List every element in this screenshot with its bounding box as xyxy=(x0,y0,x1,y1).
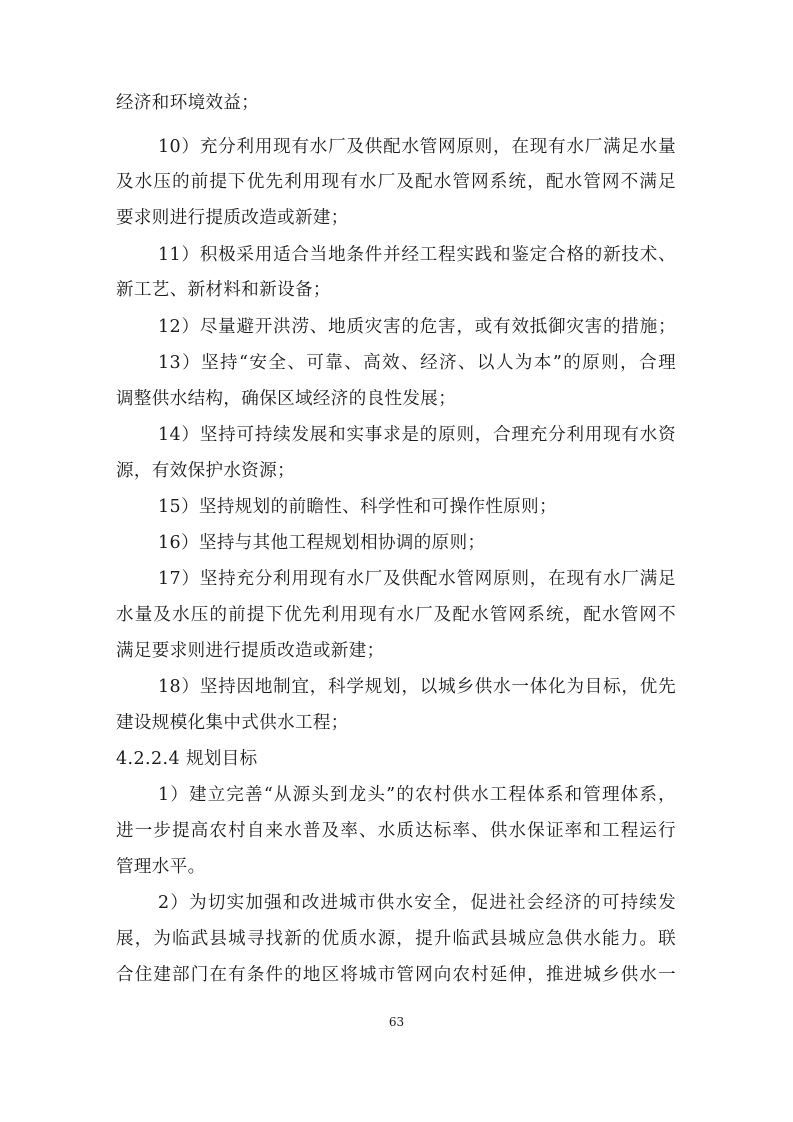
text-line: 13）坚持“安全、可靠、高效、经济、以人为本”的原则，合理 xyxy=(158,353,676,373)
text-line: 11）积极采用适合当地条件并经工程实践和鉴定合格的新技术、 xyxy=(158,245,676,265)
text-line: 17）坚持充分利用现有水厂及供配水管网原则，在现有水厂满足 xyxy=(158,569,676,589)
text-line: 满足要求则进行提质改造或新建； xyxy=(116,641,385,661)
text-line: 16）坚持与其他工程规划相协调的原则； xyxy=(158,533,486,553)
text-line: 及水压的前提下优先利用现有水厂及配水管网系统，配水管网不满足 xyxy=(116,172,676,192)
text-line: 新工艺、新材料和新设备； xyxy=(116,280,331,300)
text-line: 14）坚持可持续发展和实事求是的原则，合理充分利用现有水资 xyxy=(158,425,676,445)
text-line: 调整供水结构，确保区域经济的良性发展； xyxy=(116,389,457,409)
text-line: 1）建立完善“从源头到龙头”的农村供水工程体系和管理体系， xyxy=(158,785,676,805)
text-line: 进一步提高农村自来水普及率、水质达标率、供水保证率和工程运行 xyxy=(116,821,676,841)
text-line: 管理水平。 xyxy=(116,857,206,877)
text-line: 要求则进行提质改造或新建； xyxy=(116,208,349,228)
section-heading: 4.2.2.4 规划目标 xyxy=(116,749,258,769)
text-line: 建设规模化集中式供水工程； xyxy=(116,713,349,733)
text-line: 水量及水压的前提下优先利用现有水厂及配水管网系统，配水管网不 xyxy=(116,605,676,625)
text-line: 展，为临武县城寻找新的优质水源，提升临武县城应急供水能力。联 xyxy=(116,929,676,949)
text-line: 15）坚持规划的前瞻性、科学性和可操作性原则； xyxy=(158,497,557,517)
text-line: 18）坚持因地制宜，科学规划，以城乡供水一体化为目标，优先 xyxy=(158,677,676,697)
text-line: 12）尽量避开洪涝、地质灾害的危害，或有效抵御灾害的措施； xyxy=(158,317,676,337)
text-line: 经济和环境效益； xyxy=(116,93,260,113)
text-line: 10）充分利用现有水厂及供配水管网原则，在现有水厂满足水量 xyxy=(158,137,676,157)
text-line: 合住建部门在有条件的地区将城市管网向农村延伸，推进城乡供水一 xyxy=(116,965,676,985)
text-line: 2）为切实加强和改进城市供水安全，促进社会经济的可持续发 xyxy=(158,893,676,913)
text-line: 源，有效保护水资源； xyxy=(116,461,295,481)
page-number: 63 xyxy=(388,1015,405,1029)
